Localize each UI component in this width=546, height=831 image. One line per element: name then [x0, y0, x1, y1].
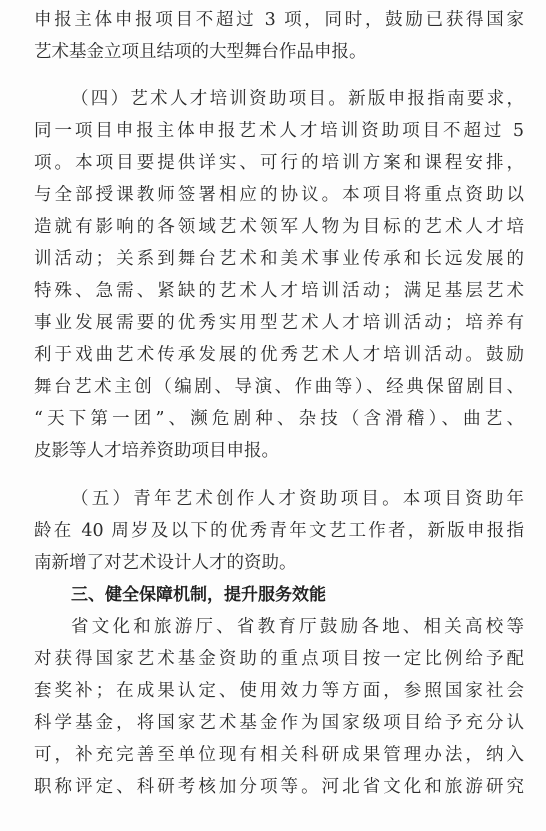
body-text-line: 可，补充完善至单位现有相关科研成果管理办法，纳入 [34, 745, 524, 765]
body-text-line: 职称评定、科研考核加分项等。河北省文化和旅游研究 [34, 777, 524, 797]
body-text-line: 申报主体申报项目不超过 3 项，同时，鼓励已获得国家 [34, 10, 524, 30]
section-heading: 三、健全保障机制，提升服务效能 [71, 585, 326, 605]
body-text-line: 事业发展需要的优秀实用型艺术人才培训活动；培养有 [34, 313, 524, 333]
body-text-line: 造就有影响的各领域艺术领军人物为目标的艺术人才培 [34, 217, 524, 237]
body-text-line: 利于戏曲艺术传承发展的优秀艺术人才培训活动。鼓励 [34, 345, 524, 365]
body-text-line: “天下第一团”、濒危剧种、杂技（含滑稽）、曲艺、 [34, 409, 524, 429]
body-text-line: 套奖补；在成果认定、使用效力等方面，参照国家社会 [34, 681, 524, 701]
section-four-text-line: （四）艺术人才培训资助项目。新版申报指南要求， [71, 89, 524, 109]
body-text-line: 特殊、急需、紧缺的艺术人才培训活动；满足基层艺术 [34, 281, 524, 301]
body-text-line: 龄在 40 周岁及以下的优秀青年文艺工作者，新版申报指 [34, 521, 524, 541]
body-text-line: 与全部授课教师签署相应的协议。本项目将重点资助以 [34, 185, 524, 205]
body-text-line: 项。本项目要提供详实、可行的培训方案和课程安排， [34, 153, 524, 173]
section-five-text-line: （五）青年艺术创作人才资助项目。本项目资助年 [71, 489, 524, 509]
body-text-line: 科学基金，将国家艺术基金作为国家级项目给予充分认 [34, 713, 524, 733]
body-text-line: 皮影等人才培养资助项目申报。 [34, 441, 279, 461]
body-text-line: 南新增了对艺术设计人才的资助。 [34, 553, 297, 573]
body-text-line: 省文化和旅游厅、省教育厅鼓励各地、相关高校等 [71, 617, 524, 637]
body-text-line: 同一项目申报主体申报艺术人才培训资助项目不超过 5 [34, 121, 524, 141]
body-text-line: 舞台艺术主创（编剧、导演、作曲等）、经典保留剧目、 [34, 377, 524, 397]
body-text-line: 训活动；关系到舞台艺术和美术事业传承和长远发展的 [34, 249, 524, 269]
body-text-line: 艺术基金立项且结项的大型舞台作品申报。 [34, 42, 367, 62]
body-text-line: 对获得国家艺术基金资助的重点项目按一定比例给予配 [34, 649, 524, 669]
